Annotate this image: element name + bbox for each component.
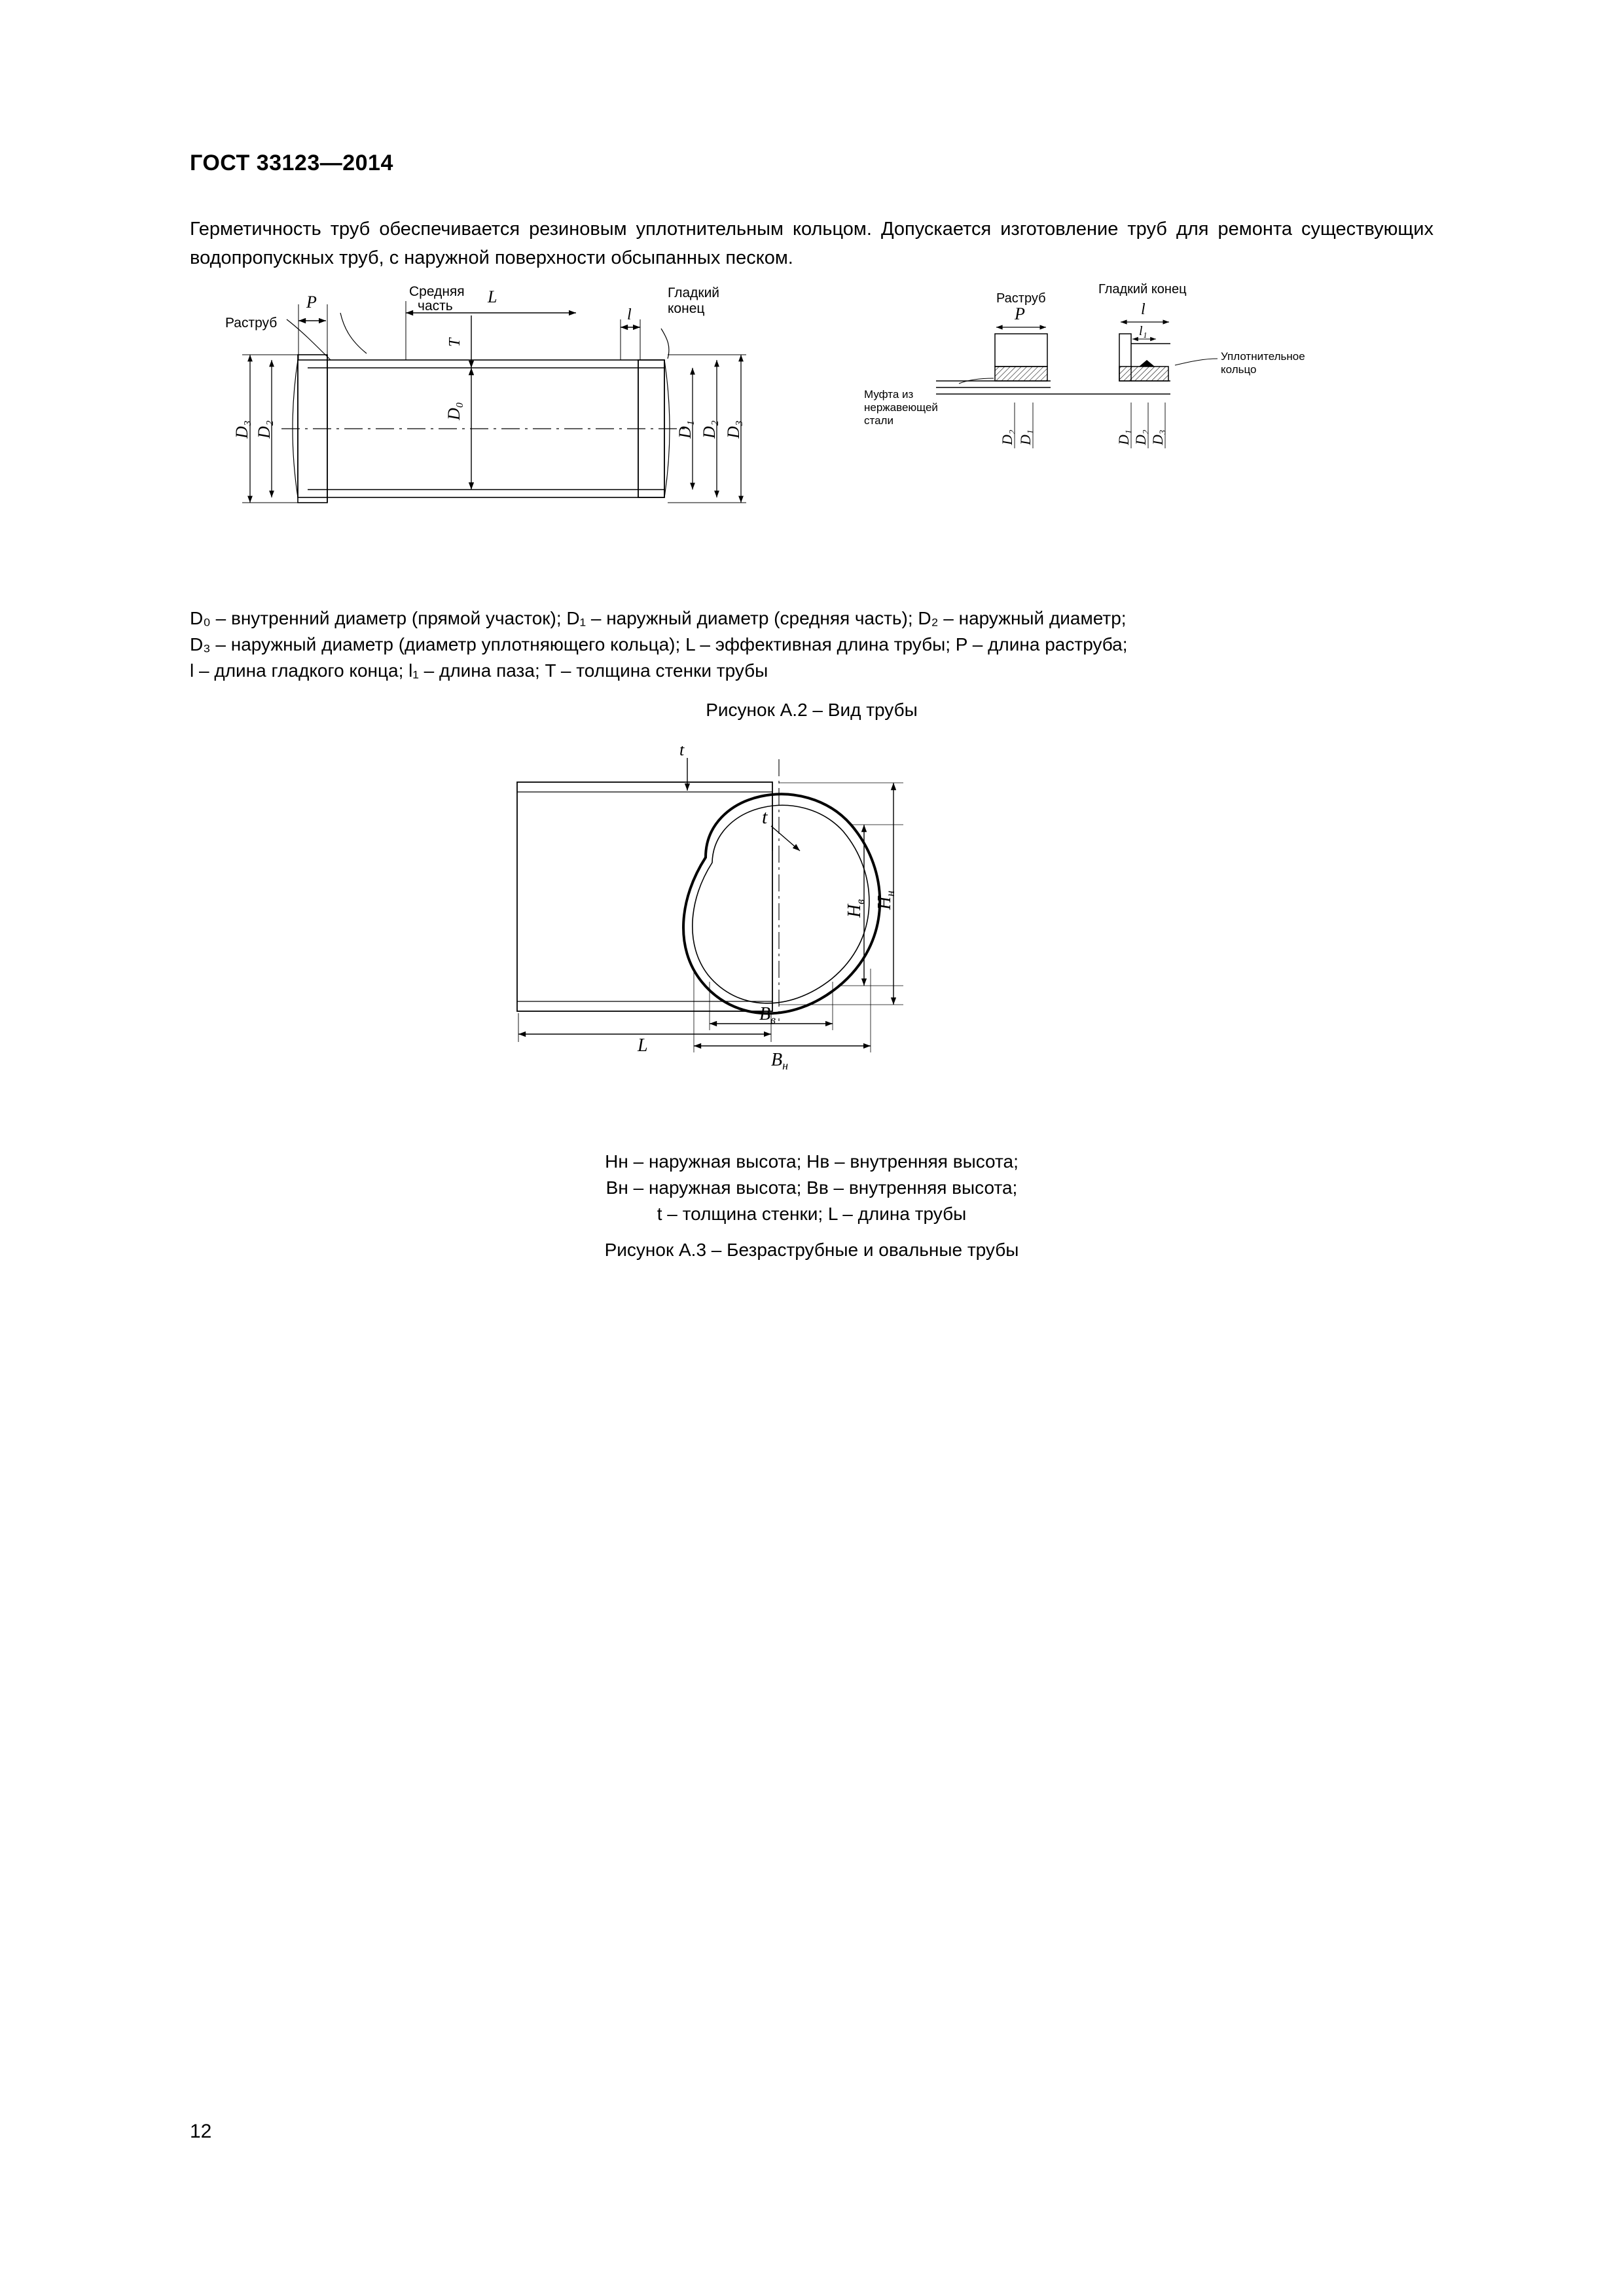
- dim-l: l: [627, 306, 632, 323]
- dim-L: L: [488, 287, 497, 306]
- dim-t-oval: t: [762, 806, 768, 828]
- dim-l1-detail: l₁: [1139, 324, 1147, 338]
- dim-D1-right: D₁: [676, 420, 695, 439]
- figure-a3-legend-line-3: t – толщина стенки; L – длина трубы: [657, 1204, 967, 1224]
- figure-a2-drawing: [209, 281, 1453, 589]
- dim-D1-detail: D₁: [1017, 429, 1034, 445]
- dim-L-side: L: [638, 1035, 648, 1056]
- dim-l-detail: l: [1141, 301, 1146, 318]
- dim-D3-right: D₃: [724, 420, 743, 439]
- label-sredn-2: часть: [418, 298, 453, 314]
- label-uplot-1: Уплотнительное: [1221, 350, 1305, 363]
- dim-t-side: t: [679, 746, 685, 759]
- figure-a2-legend-line-3: l – длина гладкого конца; l₁ – длина паза; T – толщина стенки трубы: [190, 660, 768, 681]
- dim-D2-detail-2: D₂: [1132, 429, 1149, 445]
- label-rastrub: Раструб: [225, 315, 278, 331]
- label-rastrub-detail: Раструб: [996, 291, 1046, 306]
- dim-D3-detail: D₃: [1149, 429, 1166, 445]
- page-header: ГОСТ 33123—2014: [190, 151, 393, 175]
- label-sredn-1: Средняя: [409, 284, 465, 299]
- figure-a3-legend-line-1: Hн – наружная высота; Hв – внутренняя высота;: [605, 1151, 1019, 1172]
- label-mufta-1: Муфта из: [864, 388, 914, 401]
- label-gladkiy-detail: Гладкий конец: [1098, 282, 1187, 296]
- figure-a2-legend-line-1: D₀ – внутренний диаметр (прямой участок); D₁ – наружный диаметр (средняя часть); D₂ – наружный диаметр;: [190, 608, 1127, 628]
- label-mufta-2: нержавеющей: [864, 401, 938, 414]
- intro-paragraph: Герметичность труб обеспечивается резиновым уплотнительным кольцом. Допускается изготовление труб для ремонта существующих водопропускных труб, с наружной поверхности обсыпанных песком.: [190, 219, 1434, 268]
- label-gladkiy-1: Гладкий: [668, 285, 720, 300]
- dim-D2-left: D₂: [255, 420, 274, 439]
- dim-P: P: [306, 293, 317, 312]
- figure-a3-legend: [190, 1149, 1434, 1227]
- figure-a2-legend: [190, 605, 1434, 684]
- page-number: 12: [190, 2121, 212, 2142]
- dim-P-detail: P: [1015, 304, 1025, 323]
- figure-a2-legend-line-2: D₃ – наружный диаметр (диаметр уплотняющего кольца); L – эффективная длина трубы; P – длина раструба;: [190, 634, 1128, 655]
- dim-T: T: [446, 338, 463, 347]
- figure-a3-legend-line-2: Bн – наружная высота; Bв – внутренняя высота;: [605, 1177, 1018, 1198]
- figure-a3-drawing: [497, 746, 1218, 1132]
- dim-Bn: Bн: [771, 1050, 789, 1072]
- label-uplot-2: кольцо: [1221, 363, 1257, 376]
- dim-D2-detail: D₂: [999, 429, 1015, 445]
- dim-D0: D₀: [444, 402, 463, 420]
- dim-Hn: Hн: [875, 890, 897, 910]
- dim-D2-right: D₂: [700, 420, 719, 439]
- label-mufta-3: стали: [864, 414, 893, 427]
- dim-D3-left: D₃: [232, 420, 251, 439]
- figure-a3-caption: Рисунок А.3 – Безраструбные и овальные трубы: [604, 1240, 1019, 1260]
- dim-D1-detail-2: D₁: [1115, 429, 1132, 445]
- dim-Hv: Hв: [844, 899, 867, 918]
- dim-Bv: Bв: [759, 1004, 776, 1026]
- figure-a2-caption: Рисунок А.2 – Вид трубы: [706, 700, 918, 720]
- label-gladkiy-2: конец: [668, 301, 705, 316]
